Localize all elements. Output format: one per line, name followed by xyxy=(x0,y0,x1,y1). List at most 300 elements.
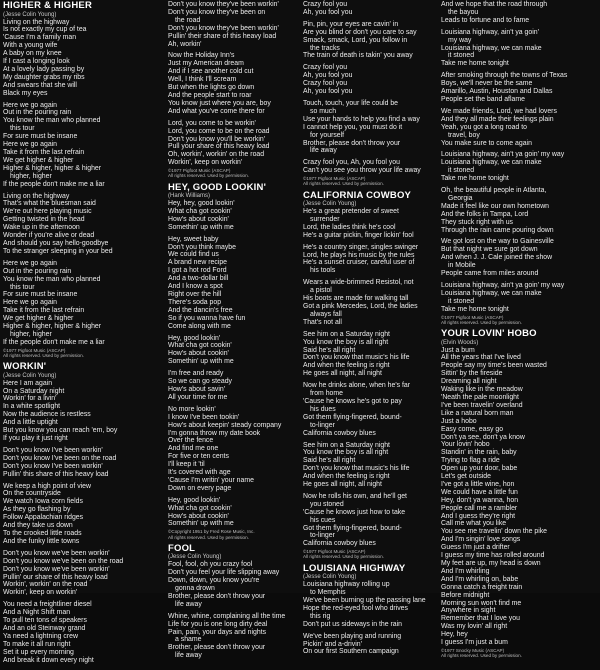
songwriter-credit: (Jesse Colin Young) xyxy=(303,201,357,208)
lyric-line: Don't you know I've been on the road xyxy=(3,454,117,462)
lyric-line: And I know a spot xyxy=(168,283,223,291)
lyric-line: Louisiana highway, we can make xyxy=(441,44,542,52)
lyric-line: Boys, we'll never be the same xyxy=(441,80,533,88)
lyric-line: my way xyxy=(448,36,472,44)
lyric-line: His boots are made for walking tall xyxy=(303,295,409,303)
lyric-line: Ya need a lightning crew xyxy=(3,632,78,640)
lyric-line: I got a hot rod Ford xyxy=(168,267,227,275)
song-block xyxy=(3,362,165,670)
copyright-notice xyxy=(441,648,597,658)
song-block xyxy=(303,191,441,560)
lyric-line: Waking like in the meadow xyxy=(441,386,523,394)
lyric-line: With a young wife xyxy=(3,42,58,50)
lyric-line: After smoking through the towns of Texas xyxy=(441,72,568,80)
lyric-line: Leads to fortune and to fame xyxy=(441,16,530,24)
lyric-line: See him on a Saturday night xyxy=(303,441,390,449)
lyric-line: Out in the pouring rain xyxy=(3,267,72,275)
lyric-line: Pull your share of this heavy load xyxy=(168,143,270,151)
lyric-line: For five or ten cents xyxy=(168,453,229,461)
lyric-line: a pistol xyxy=(310,287,332,295)
lyric-line: So we can go steady xyxy=(168,378,232,386)
lyric-line: If I cast a longing look xyxy=(3,58,70,66)
lyric-line: All your time for me xyxy=(168,393,228,401)
song-block xyxy=(168,183,298,540)
lyric-line: Pickin' and a-drivin' xyxy=(303,640,362,648)
lyric-line: Workin', keep on workin' xyxy=(3,589,78,597)
lyric-line: Touch, touch, your life could be xyxy=(303,99,398,107)
lyric-line: And swears that she will xyxy=(3,81,77,89)
lyric-line: Life for you is one long dirty deal xyxy=(168,620,268,628)
lyric-line: Don't you know they've been workin' xyxy=(168,24,279,32)
lyric-line: Down on every page xyxy=(168,484,232,492)
lyrics xyxy=(303,1,441,175)
lyric-line: Wake up in the afternoon xyxy=(3,224,80,232)
lyric-line: For sure must be insane xyxy=(3,133,78,141)
songwriter-credit: (Jesse Colin Young) xyxy=(303,574,357,581)
lyrics xyxy=(168,200,298,528)
lyrics xyxy=(168,1,298,167)
lyric-line: Here we go again xyxy=(3,101,58,109)
lyric-line: How's about keepin' steady company xyxy=(168,421,282,429)
lyric-line: this tour xyxy=(10,125,35,133)
lyric-line: If the people don't make me a liar xyxy=(3,180,105,188)
lyric-line: Now he rolls his own, and he'll get xyxy=(303,492,407,500)
lyric-line: California cowboy blues xyxy=(303,540,376,548)
lyric-line: We're out here playing music xyxy=(3,208,92,216)
lyric-line: Here I am again xyxy=(3,379,53,387)
lyric-line: Take me home tonight xyxy=(441,60,509,68)
lyric-line: you stoned xyxy=(310,500,344,508)
lyric-line: Louisiana highway, we can make xyxy=(441,159,542,167)
lyric-line: it stoned xyxy=(448,52,475,60)
lyric-line: from home xyxy=(310,390,343,398)
lyric-line: If the people don't make me a liar xyxy=(3,338,105,346)
lyric-line: You know the boy is all right xyxy=(303,338,389,346)
lyric-line: You know just where you are, boy xyxy=(168,99,271,107)
lyric-line: Set it up every morning xyxy=(3,648,74,656)
lyric-line: What cha got cookin' xyxy=(168,504,232,512)
lyric-line: Like a natural born man xyxy=(441,409,514,417)
lyric-line: What cha got cookin' xyxy=(168,342,232,350)
lyric-line: He goes all night, all night xyxy=(303,370,382,378)
lyric-line: Don't you know you'll be workin' xyxy=(168,135,266,143)
lyric-line: Now the audience is restless xyxy=(3,411,91,419)
copyright-line: All rights reserved. Used by permission. xyxy=(168,534,249,540)
lyric-line: Pullin' their share of this heavy load xyxy=(168,32,277,40)
songwriter-credit: (Jesse Colin Young) xyxy=(3,11,57,18)
lyric-line: Hey, sweet baby xyxy=(168,235,219,243)
lyric-line: Are you blind or don't you care to say xyxy=(303,28,417,36)
lyric-line: I cannot help you, you must do it xyxy=(303,123,403,131)
lyric-line: Crazy fool you xyxy=(303,1,348,8)
lyric-line: Got a pink Mercedes, Lord, the ladies xyxy=(303,303,418,310)
lyric-line: Getting twisted in the head xyxy=(3,216,85,224)
lyric-line: Oh, workin', workin' on the road xyxy=(168,151,265,159)
lyric-line: We've been burning up the passing lane xyxy=(303,597,426,604)
songwriter-credit: (Jesse Colin Young) xyxy=(3,372,57,379)
lyric-line: higher, higher xyxy=(10,172,52,180)
songwriter-credit: (Elvin Woods) xyxy=(441,339,479,346)
lyric-line: How's about cookin' xyxy=(168,215,229,223)
lyric-line: How's about cookin' xyxy=(168,350,229,358)
lyric-line: And an old Steinway grand xyxy=(3,624,86,632)
lyric-line: Ah, you fool you xyxy=(303,8,353,16)
copyright-line: All rights reserved. Used by permission. xyxy=(303,554,384,560)
lyric-line: And the folks in Tampa, Lord xyxy=(441,210,529,218)
lyric-line: his tools xyxy=(310,267,336,275)
lyrics xyxy=(441,1,597,314)
lyric-line: All the years that I've lived xyxy=(441,354,521,362)
lyric-line: Don't you know that music's his life xyxy=(303,465,410,473)
lyric-line: He goes all night, all night xyxy=(303,481,382,489)
lyric-line: Crazy fool you xyxy=(303,64,348,72)
song-block xyxy=(441,329,597,658)
copyright-line: ©1977 Pigfoot Music (ASCAP) xyxy=(3,347,66,353)
lyric-line: Wears a wide-brimmed Resistol, not xyxy=(303,279,414,287)
copyright-line: ©1977 Pigfoot Music (ASCAP) xyxy=(303,549,366,555)
song-title: YOUR LOVIN' HOBO xyxy=(441,328,537,340)
lyric-line: Was my lovin' all right xyxy=(441,623,508,631)
lyric-line: On the countryside xyxy=(3,490,61,498)
lyric-line: Don't you know we've been on the road xyxy=(3,557,124,565)
lyric-line: Louisiana highway rolling up xyxy=(303,581,390,589)
copyright-notice xyxy=(3,348,165,358)
lyric-line: Louisiana highway, ain't ya goin' my way xyxy=(441,151,565,159)
lyric-line: We keep a high point of view xyxy=(3,482,91,490)
song-block xyxy=(3,1,165,358)
copyright-line: All rights reserved. Used by permission. xyxy=(303,181,384,187)
lyric-line: Your lovin' hobo xyxy=(441,441,490,449)
lyric-line: to Memphis xyxy=(310,589,346,597)
lyric-line: Ah, workin' xyxy=(168,40,202,48)
lyric-line: Here we go again xyxy=(3,141,58,149)
lyric-line: in Mobile xyxy=(448,262,476,270)
lyric-line: Don't you know I've been workin' xyxy=(3,462,103,470)
lyric-line: You know the boy is all right xyxy=(303,449,389,457)
lyric-line: We made friends, Lord, we had lovers xyxy=(441,107,557,115)
lyric-line: Over the fence xyxy=(168,437,214,445)
lyric-line: Standin' in the rain, baby xyxy=(441,449,517,457)
lyric-line: Guess I'm just a drifter xyxy=(441,544,510,552)
lyric-line: I know I've been tookin' xyxy=(168,413,240,421)
lyric-line: 'Cause he knows just how to take xyxy=(303,508,406,516)
lyric-line: Hey, hey xyxy=(441,631,468,639)
lyric-line: travel, boy xyxy=(448,131,480,139)
lyric-line: As they go flashing by xyxy=(3,506,71,514)
lyric-line: And the people start to roar xyxy=(168,91,252,99)
lyric-line: And if I see another cold cut xyxy=(168,68,254,76)
lyric-line: Take me home tonight xyxy=(441,305,509,313)
lyric-line: Brother, please don't throw your xyxy=(168,592,266,600)
lyric-line: Gonna catch a freight train xyxy=(441,583,523,591)
lyric-line: Pain, pain, your days and nights xyxy=(168,628,267,636)
lyric-line: At a lovely lady passing by xyxy=(3,65,85,73)
lyric-line: gonna drown xyxy=(175,585,215,592)
lyric-line: I'll keep it 'til xyxy=(168,461,205,469)
lyrics xyxy=(3,19,165,347)
lyric-line: to-linger xyxy=(310,532,335,540)
lyric-line: He's a country singer, singles swinger xyxy=(303,243,419,251)
lyric-line: Sittin' by the fireside xyxy=(441,370,503,378)
lyric-line: California cowboy blues xyxy=(303,429,376,437)
lyric-line: You see me travelin' down the pike xyxy=(441,528,548,536)
lyric-line: He's a guitar pickin, finger lickin' fool xyxy=(303,231,414,239)
lyric-line: Lord, he plays his music by the rules xyxy=(303,251,415,259)
lyric-line: Morning sun won't find me xyxy=(441,599,522,607)
song-block xyxy=(441,1,597,325)
lyric-line: If you play it just right xyxy=(3,435,68,442)
lyric-line: We get higher & higher xyxy=(3,315,74,323)
lyric-line: life away xyxy=(175,600,202,608)
lyric-line: There's soda pop xyxy=(168,298,222,306)
column-4 xyxy=(441,0,597,659)
lyric-line: Here we go again xyxy=(3,259,58,267)
song-block xyxy=(168,1,298,179)
lyric-line: 'Cause I'm writin' your name xyxy=(168,476,254,484)
column-1 xyxy=(3,0,165,664)
copyright-line: All rights reserved. Used by permission. xyxy=(168,173,249,179)
lyric-line: Amarillo, Austin, Houston and Dallas xyxy=(441,88,553,96)
lyric-line: Louisiana highway, we can make xyxy=(441,289,542,297)
lyric-line: Higher & higher, higher & higher xyxy=(3,164,102,172)
copyright-notice xyxy=(303,176,441,186)
lyric-line: Pullin' this share of this heavy load xyxy=(3,470,109,478)
lyric-line: Right over the hill xyxy=(168,291,222,298)
lyric-line: Can't you see you throw your life away xyxy=(303,167,421,175)
song-block xyxy=(303,564,441,663)
lyric-line: So if you wanna have fun xyxy=(168,314,246,322)
lyric-line: his cues xyxy=(310,516,336,524)
songwriter-credit: (Jesse Colin Young) xyxy=(168,554,222,561)
lyric-line: He's a sunset cruiser, careful user of xyxy=(303,259,415,267)
lyric-line: Hey, good lookin' xyxy=(168,334,221,342)
lyric-line: And should you say hello-goodbye xyxy=(3,239,109,247)
lyric-line: Just my American dream xyxy=(168,60,244,68)
lyric-line: A baby on my knee xyxy=(3,50,62,58)
lyric-line: Crazy fool you, Ah, you fool you xyxy=(303,159,400,167)
lyric-line: Open up your door, babe xyxy=(441,465,518,473)
lyric-line: A brand new recipe xyxy=(168,259,227,267)
lyric-line: Don't you know we've been workin' xyxy=(3,565,110,573)
lyric-line: the bayou xyxy=(448,8,479,16)
lyric-line: On a Saturday night xyxy=(3,387,65,395)
lyric-line: And the dancin's free xyxy=(168,306,233,314)
copyright-notice xyxy=(168,168,298,178)
lyric-line: Workin', keep on workin' xyxy=(168,159,243,167)
lyric-line: Smack, smack, Lord, you follow in xyxy=(303,36,408,44)
lyric-line: Got them flying-fingered, bound- xyxy=(303,524,402,532)
lyric-line: for yourself xyxy=(310,131,345,139)
lyric-line: But you know you can reach 'em, boy xyxy=(3,427,118,435)
lyric-line: People set the band aflame xyxy=(441,95,525,103)
column-2 xyxy=(168,0,298,660)
song-title: HIGHER & HIGHER xyxy=(3,0,93,11)
lyric-line: I guess I'm just a bum xyxy=(441,639,508,647)
lyric-line: Remember that I love you xyxy=(441,615,520,623)
lyric-line: Let's get outside xyxy=(441,473,491,481)
lyric-line: Follow Appalachian ridges xyxy=(3,514,84,522)
lyric-line: Workin' for a livin' xyxy=(3,395,57,403)
copyright-line: ©Copyright 1951 by Fred Rose Music, Inc. xyxy=(168,529,255,535)
lyric-line: Ah, you fool you xyxy=(303,88,353,96)
lyric-line: Don't you know I've been workin' xyxy=(3,446,103,454)
lyric-line: And when the feeling is right xyxy=(303,362,390,370)
lyric-line: I've been travelin' overland xyxy=(441,401,523,409)
lyric-line: 'Cause he knows he's got to pay xyxy=(303,397,402,405)
lyric-line: I guess my time has rolled around xyxy=(441,552,545,560)
lyric-line: I've got a little wine, hon xyxy=(441,480,515,488)
lyric-line: People say my time's been wasted xyxy=(441,362,547,370)
lyric-line: Lord, you come to be on the road xyxy=(168,127,270,135)
lyric-line: People call me a rambler xyxy=(441,504,518,512)
song-block xyxy=(168,544,298,666)
lyric-line: surrender xyxy=(310,215,340,223)
lyric-line: They stuck right with us xyxy=(441,218,513,226)
lyric-line: Louisiana highway, ain't ya goin' my way xyxy=(441,282,565,289)
lyric-line: Black my eyes xyxy=(3,89,48,97)
lyric-line: Don't put us sideways in the rain xyxy=(303,620,402,628)
lyric-line: And break it down every night xyxy=(3,656,94,664)
lyric-line: And a Night Shift man xyxy=(3,609,71,617)
lyric-line: Don't you know they've been workin' xyxy=(168,1,279,8)
lyric-line: Said he's all right xyxy=(303,346,356,354)
lyric-line: And a little uptight xyxy=(3,419,58,427)
lyric-line: No more lookin' xyxy=(168,405,216,413)
lyric-line: Now he drinks alone, when he's far xyxy=(303,382,411,390)
copyright-line: ©1977 Snocky Music (ASCAP) xyxy=(441,647,505,653)
lyric-line: How's about cookin' xyxy=(168,512,229,520)
lyric-line: And we hope that the road through xyxy=(441,1,548,8)
lyric-line: And when J. J. Cale joined the show xyxy=(441,254,553,262)
lyric-line: Somethin' up with me xyxy=(168,520,234,528)
lyric-line: Said he's all right xyxy=(303,457,356,465)
lyric-line: Wonder if you're alive or dead xyxy=(3,232,95,240)
copyright-line: All rights reserved. Used by permission. xyxy=(441,653,522,659)
lyric-line: Use your hands to help you find a way xyxy=(303,115,420,123)
lyric-line: this tour xyxy=(10,283,35,291)
lyric-line: See him on a Saturday night xyxy=(303,330,390,338)
lyric-line: We got lost on the way to Gainesville xyxy=(441,238,554,246)
lyric-line: Lord, the ladies think he's cool xyxy=(303,223,396,231)
lyric-line: Pullin' our share of this heavy load xyxy=(3,573,108,581)
lyric-line: Higher & higher, higher & higher xyxy=(3,323,102,331)
lyric-line: always fall xyxy=(310,310,342,318)
lyric-line: Just a bum xyxy=(441,346,475,354)
lyric-line: I'm gonna throw my date book xyxy=(168,429,261,437)
lyric-line: to-linger xyxy=(310,421,335,429)
lyric-line: To the stranger sleeping in your bed xyxy=(3,247,113,255)
copyright-line: ©1977 Pigfoot Music (ASCAP) xyxy=(168,168,231,174)
lyric-line: Oh, the beautiful people in Atlanta, xyxy=(441,187,547,195)
copyright-line: ©1977 Pigfoot Music (ASCAP) xyxy=(441,314,504,320)
lyric-line: What cha got cookin' xyxy=(168,207,232,215)
lyric-line: Brother, please don't throw your xyxy=(168,644,266,652)
lyric-line: Hey, don't ya wanna, hon xyxy=(441,496,519,504)
lyric-line: Yeah, you got a long road to xyxy=(441,123,527,131)
lyric-line: Don't ya see, don't ya know xyxy=(441,433,525,441)
lyric-line: it stoned xyxy=(448,167,475,175)
lyric-line: People came from miles around xyxy=(441,270,539,278)
lyrics xyxy=(303,581,441,656)
lyric-line: Anywhere in sight xyxy=(441,607,496,615)
lyric-line: On our first Southern campaign xyxy=(303,648,399,656)
lyric-line: But that night we sure got down xyxy=(441,246,538,254)
lyric-line: Don't you know they've been on xyxy=(168,8,266,16)
lyric-line: the road xyxy=(175,16,201,24)
lyric-line: it stoned xyxy=(448,297,475,305)
lyric-line: And I'm whirling xyxy=(441,567,490,575)
lyric-line: And they take us down xyxy=(3,522,73,530)
lyric-line: We watch Iowa corn fields xyxy=(3,498,83,506)
column-3 xyxy=(303,0,441,656)
lyric-line: Now the Holiday Inn's xyxy=(168,52,235,60)
lyric-line: To make it all run right xyxy=(3,640,71,648)
lyric-line: life away xyxy=(310,147,337,155)
lyric-line: Fool, fool, oh you crazy fool xyxy=(168,561,253,569)
lyric-line: Come along with me xyxy=(168,322,231,330)
lyric-line: 'Neath the pale moonlight xyxy=(441,393,519,401)
lyric-line: Somethin' up with me xyxy=(168,223,234,231)
lyric-line: In a white spotlight xyxy=(3,403,61,411)
song-title: LOUISIANA HIGHWAY xyxy=(303,562,406,574)
copyright-notice xyxy=(303,549,441,559)
lyric-line: And find me one xyxy=(168,445,219,453)
song-title: WORKIN' xyxy=(3,361,47,373)
lyric-line: And I'm whirling on, babe xyxy=(441,575,519,583)
lyric-line: the tracks xyxy=(310,44,340,52)
lyric-line: Here we go again xyxy=(3,299,58,307)
songwriter-credit: (Hank Williams) xyxy=(168,193,210,200)
lyric-line: Don't you know we've been workin' xyxy=(3,549,110,557)
lyric-line: Don't you think maybe xyxy=(168,243,236,251)
lyric-line: You know the man who planned xyxy=(3,117,101,125)
lyric-line: And they all made their feelings plain xyxy=(441,115,554,123)
song-title: CALIFORNIA COWBOY xyxy=(303,189,412,201)
lyric-line: That's what the bluesman said xyxy=(3,200,96,208)
lyric-line: He's a great pretender of sweet xyxy=(303,208,399,216)
lyric-line: Is not exactly my cup of tea xyxy=(3,26,87,34)
lyric-line: And when the feeling is right xyxy=(303,473,390,481)
lyric-line: Whine, whine, complaining all the time xyxy=(168,612,286,620)
copyright-line: ©1977 Pigfoot Music (ASCAP) xyxy=(303,176,366,182)
lyric-line: Dreaming all night xyxy=(441,378,497,386)
lyric-line: Hope the red-eyed fool who drives xyxy=(303,604,408,612)
lyric-line: Pin, pin, your eyes are cavin' in xyxy=(303,20,399,28)
lyric-line: Hey, good lookin' xyxy=(168,496,221,504)
song-title: FOOL xyxy=(168,542,196,554)
song-block xyxy=(303,1,441,187)
lyric-line: so much xyxy=(310,107,337,115)
lyric-line: life away xyxy=(175,652,202,660)
lyric-line: Down, down, you know you're xyxy=(168,577,260,585)
lyric-line: 'Cause I'm a family man xyxy=(3,34,77,42)
lyric-line: Made it feel like our own hometown xyxy=(441,202,550,210)
lyric-line: That's not all xyxy=(303,318,342,326)
lyric-line: this rig xyxy=(310,612,331,620)
lyric-line: Trying to flag a ride xyxy=(441,457,500,465)
lyric-line: Before midnight xyxy=(441,591,490,599)
lyric-line: Crazy fool you xyxy=(303,80,348,88)
lyric-line: Call me what you like xyxy=(441,520,507,528)
lyric-line: But when the lights go down xyxy=(168,84,255,92)
lyric-line: Living on the highway xyxy=(3,18,70,26)
lyric-line: Louisiana highway, ain't ya goin' xyxy=(441,28,539,36)
copyright-line: All rights reserved. Used by permission. xyxy=(3,352,84,358)
lyric-line: Brother, please don't throw your xyxy=(303,139,401,147)
lyric-line: To the crooked little roads xyxy=(3,529,82,537)
lyric-line: You know the man who planned xyxy=(3,275,101,283)
lyric-line: And I'm singin' love songs xyxy=(441,536,521,544)
